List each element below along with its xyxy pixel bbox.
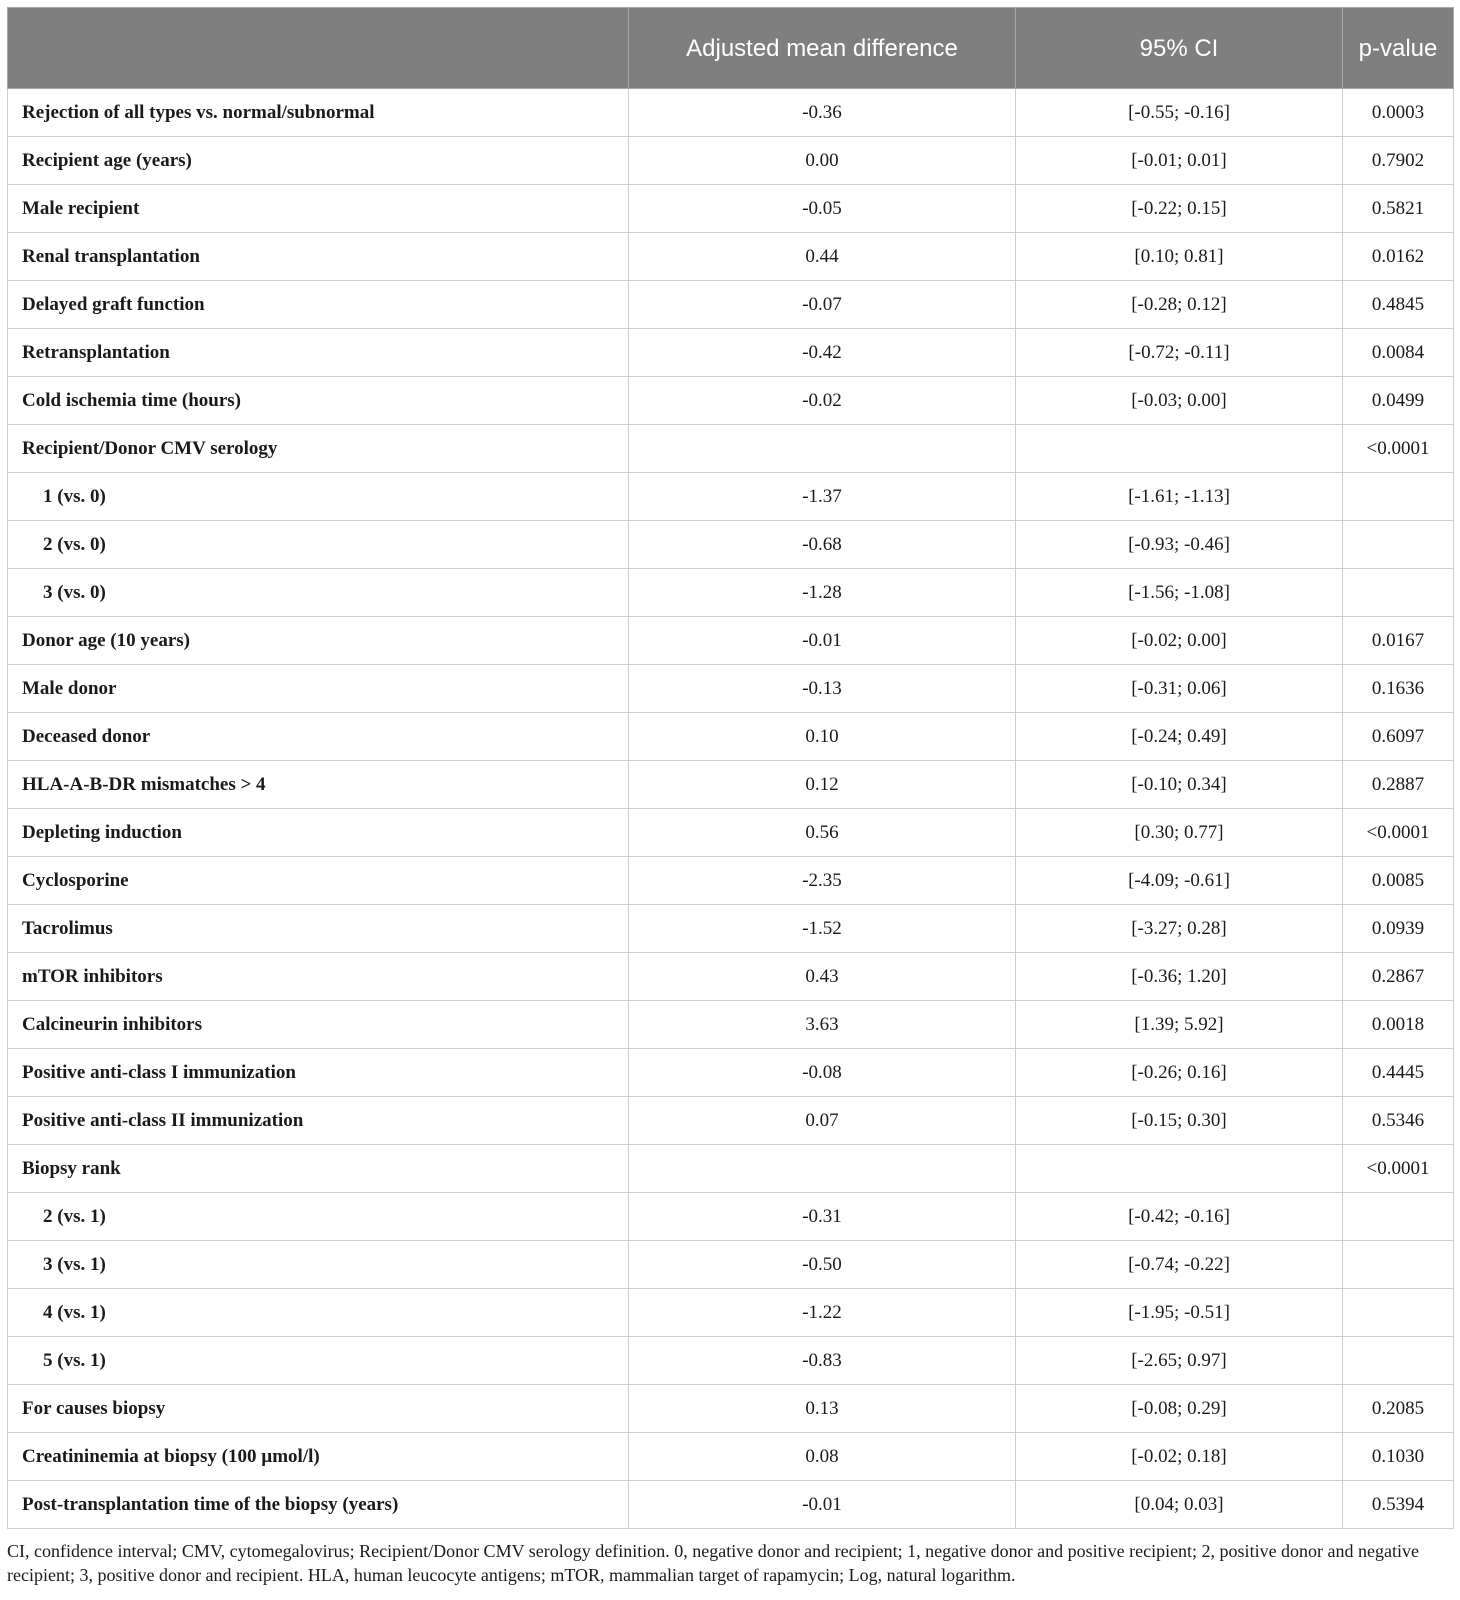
adjusted-mean-difference-cell: -1.52 bbox=[629, 905, 1016, 953]
p-value-cell: 0.5394 bbox=[1343, 1481, 1454, 1529]
row-label: Renal transplantation bbox=[8, 233, 629, 281]
table-row bbox=[8, 1385, 1454, 1433]
row-label: mTOR inhibitors bbox=[8, 953, 629, 1001]
adjusted-mean-difference-cell: 0.44 bbox=[629, 233, 1016, 281]
adjusted-mean-difference-cell: -1.22 bbox=[629, 1289, 1016, 1337]
adjusted-mean-difference-cell: -0.01 bbox=[629, 617, 1016, 665]
table-row bbox=[8, 89, 1454, 137]
adjusted-mean-difference-cell: 0.08 bbox=[629, 1433, 1016, 1481]
row-label: 4 (vs. 1) bbox=[8, 1289, 629, 1337]
header-adjusted-mean-difference: Adjusted mean difference bbox=[629, 8, 1016, 89]
ci-cell: [-1.56; -1.08] bbox=[1016, 569, 1343, 617]
adjusted-mean-difference-cell: 0.12 bbox=[629, 761, 1016, 809]
ci-cell: [-0.31; 0.06] bbox=[1016, 665, 1343, 713]
p-value-cell: 0.0084 bbox=[1343, 329, 1454, 377]
ci-cell: [-1.95; -0.51] bbox=[1016, 1289, 1343, 1337]
adjusted-mean-difference-cell: -0.42 bbox=[629, 329, 1016, 377]
table-row bbox=[8, 857, 1454, 905]
header-variable bbox=[8, 8, 629, 89]
p-value-cell bbox=[1343, 569, 1454, 617]
p-value-cell: 0.7902 bbox=[1343, 137, 1454, 185]
ci-cell: [-4.09; -0.61] bbox=[1016, 857, 1343, 905]
p-value-cell: <0.0001 bbox=[1343, 1145, 1454, 1193]
ci-cell: [-0.22; 0.15] bbox=[1016, 185, 1343, 233]
results-table bbox=[7, 7, 1454, 1529]
table-row bbox=[8, 521, 1454, 569]
adjusted-mean-difference-cell: 0.10 bbox=[629, 713, 1016, 761]
row-label: Positive anti-class II immunization bbox=[8, 1097, 629, 1145]
p-value-cell: 0.2867 bbox=[1343, 953, 1454, 1001]
ci-cell: [-0.15; 0.30] bbox=[1016, 1097, 1343, 1145]
p-value-cell: 0.0018 bbox=[1343, 1001, 1454, 1049]
row-label: For causes biopsy bbox=[8, 1385, 629, 1433]
adjusted-mean-difference-cell: -0.68 bbox=[629, 521, 1016, 569]
p-value-cell bbox=[1343, 1289, 1454, 1337]
ci-cell bbox=[1016, 425, 1343, 473]
table-row bbox=[8, 1193, 1454, 1241]
p-value-cell: 0.2887 bbox=[1343, 761, 1454, 809]
p-value-cell: 0.0085 bbox=[1343, 857, 1454, 905]
ci-cell: [-0.02; 0.18] bbox=[1016, 1433, 1343, 1481]
table-row bbox=[8, 137, 1454, 185]
results-table-container bbox=[7, 7, 1453, 1587]
p-value-cell: 0.1030 bbox=[1343, 1433, 1454, 1481]
p-value-cell: 0.0499 bbox=[1343, 377, 1454, 425]
p-value-cell bbox=[1343, 1241, 1454, 1289]
table-row bbox=[8, 713, 1454, 761]
row-label: Donor age (10 years) bbox=[8, 617, 629, 665]
row-label: Retransplantation bbox=[8, 329, 629, 377]
row-label: 2 (vs. 1) bbox=[8, 1193, 629, 1241]
p-value-cell: 0.0939 bbox=[1343, 905, 1454, 953]
ci-cell: [-0.01; 0.01] bbox=[1016, 137, 1343, 185]
p-value-cell: <0.0001 bbox=[1343, 425, 1454, 473]
adjusted-mean-difference-cell bbox=[629, 1145, 1016, 1193]
table-row bbox=[8, 1145, 1454, 1193]
table-row bbox=[8, 1481, 1454, 1529]
adjusted-mean-difference-cell: 0.00 bbox=[629, 137, 1016, 185]
ci-cell: [-0.36; 1.20] bbox=[1016, 953, 1343, 1001]
table-row bbox=[8, 569, 1454, 617]
ci-cell: [-0.28; 0.12] bbox=[1016, 281, 1343, 329]
p-value-cell: 0.5346 bbox=[1343, 1097, 1454, 1145]
p-value-cell: 0.1636 bbox=[1343, 665, 1454, 713]
row-label: Male recipient bbox=[8, 185, 629, 233]
row-label: 3 (vs. 0) bbox=[8, 569, 629, 617]
row-label: Male donor bbox=[8, 665, 629, 713]
adjusted-mean-difference-cell: 0.13 bbox=[629, 1385, 1016, 1433]
row-label: Creatininemia at biopsy (100 µmol/l) bbox=[8, 1433, 629, 1481]
table-footnote: CI, confidence interval; CMV, cytomegalovirus; Recipient/Donor CMV serology definition. 0, negative donor and recipient; 1, negative donor and positive recipient; 2, positive donor and negative recipient; 3, positive donor and recipient. HLA, human leucocyte antigens; mTOR, mammalian target of rapamycin; Log, natural logarithm. bbox=[7, 1541, 1420, 1585]
row-label: Tacrolimus bbox=[8, 905, 629, 953]
row-label: 3 (vs. 1) bbox=[8, 1241, 629, 1289]
adjusted-mean-difference-cell: -2.35 bbox=[629, 857, 1016, 905]
row-label: Delayed graft function bbox=[8, 281, 629, 329]
ci-cell: [-0.10; 0.34] bbox=[1016, 761, 1343, 809]
row-label: Depleting induction bbox=[8, 809, 629, 857]
p-value-cell: 0.0003 bbox=[1343, 89, 1454, 137]
table-row bbox=[8, 953, 1454, 1001]
table-row bbox=[8, 425, 1454, 473]
row-label: Cold ischemia time (hours) bbox=[8, 377, 629, 425]
table-row bbox=[8, 1433, 1454, 1481]
row-label: Rejection of all types vs. normal/subnormal bbox=[8, 89, 629, 137]
adjusted-mean-difference-cell: -0.50 bbox=[629, 1241, 1016, 1289]
adjusted-mean-difference-cell: -0.08 bbox=[629, 1049, 1016, 1097]
p-value-cell: 0.4445 bbox=[1343, 1049, 1454, 1097]
adjusted-mean-difference-cell: -0.01 bbox=[629, 1481, 1016, 1529]
ci-cell: [-2.65; 0.97] bbox=[1016, 1337, 1343, 1385]
table-row bbox=[8, 473, 1454, 521]
p-value-cell: 0.0162 bbox=[1343, 233, 1454, 281]
ci-cell: [0.04; 0.03] bbox=[1016, 1481, 1343, 1529]
table-row bbox=[8, 1049, 1454, 1097]
p-value-cell: 0.5821 bbox=[1343, 185, 1454, 233]
table-row bbox=[8, 809, 1454, 857]
p-value-cell bbox=[1343, 521, 1454, 569]
table-row bbox=[8, 1001, 1454, 1049]
table-row bbox=[8, 905, 1454, 953]
row-label: Biopsy rank bbox=[8, 1145, 629, 1193]
adjusted-mean-difference-cell: 0.07 bbox=[629, 1097, 1016, 1145]
ci-cell: [-0.26; 0.16] bbox=[1016, 1049, 1343, 1097]
p-value-cell: 0.0167 bbox=[1343, 617, 1454, 665]
table-row bbox=[8, 617, 1454, 665]
adjusted-mean-difference-cell: -0.05 bbox=[629, 185, 1016, 233]
row-label: 1 (vs. 0) bbox=[8, 473, 629, 521]
table-row bbox=[8, 377, 1454, 425]
p-value-cell bbox=[1343, 473, 1454, 521]
adjusted-mean-difference-cell: -0.36 bbox=[629, 89, 1016, 137]
adjusted-mean-difference-cell: -0.02 bbox=[629, 377, 1016, 425]
header-p-value: p-value bbox=[1343, 8, 1454, 89]
adjusted-mean-difference-cell: -1.37 bbox=[629, 473, 1016, 521]
row-label: 2 (vs. 0) bbox=[8, 521, 629, 569]
row-label: Recipient age (years) bbox=[8, 137, 629, 185]
p-value-cell bbox=[1343, 1193, 1454, 1241]
row-label: HLA-A-B-DR mismatches > 4 bbox=[8, 761, 629, 809]
p-value-cell: <0.0001 bbox=[1343, 809, 1454, 857]
table-row bbox=[8, 185, 1454, 233]
adjusted-mean-difference-cell: 0.56 bbox=[629, 809, 1016, 857]
ci-cell: [-1.61; -1.13] bbox=[1016, 473, 1343, 521]
row-label: Post-transplantation time of the biopsy (years) bbox=[8, 1481, 629, 1529]
row-label: Cyclosporine bbox=[8, 857, 629, 905]
adjusted-mean-difference-cell: -0.07 bbox=[629, 281, 1016, 329]
ci-cell: [-0.72; -0.11] bbox=[1016, 329, 1343, 377]
row-label: 5 (vs. 1) bbox=[8, 1337, 629, 1385]
ci-cell: [-0.02; 0.00] bbox=[1016, 617, 1343, 665]
ci-cell: [0.30; 0.77] bbox=[1016, 809, 1343, 857]
header-95-ci: 95% CI bbox=[1016, 8, 1343, 89]
table-row bbox=[8, 1097, 1454, 1145]
table-row bbox=[8, 665, 1454, 713]
row-label: Deceased donor bbox=[8, 713, 629, 761]
header-row bbox=[8, 8, 1454, 89]
ci-cell: [-0.74; -0.22] bbox=[1016, 1241, 1343, 1289]
ci-cell: [-0.03; 0.00] bbox=[1016, 377, 1343, 425]
table-row bbox=[8, 1337, 1454, 1385]
adjusted-mean-difference-cell: -0.83 bbox=[629, 1337, 1016, 1385]
adjusted-mean-difference-cell bbox=[629, 425, 1016, 473]
ci-cell bbox=[1016, 1145, 1343, 1193]
ci-cell: [-0.24; 0.49] bbox=[1016, 713, 1343, 761]
table-row bbox=[8, 233, 1454, 281]
adjusted-mean-difference-cell: -1.28 bbox=[629, 569, 1016, 617]
adjusted-mean-difference-cell: 3.63 bbox=[629, 1001, 1016, 1049]
row-label: Recipient/Donor CMV serology bbox=[8, 425, 629, 473]
table-body bbox=[8, 89, 1454, 1529]
table-row bbox=[8, 761, 1454, 809]
table-row bbox=[8, 281, 1454, 329]
table-row bbox=[8, 1289, 1454, 1337]
p-value-cell: 0.2085 bbox=[1343, 1385, 1454, 1433]
row-label: Calcineurin inhibitors bbox=[8, 1001, 629, 1049]
p-value-cell bbox=[1343, 1337, 1454, 1385]
p-value-cell: 0.4845 bbox=[1343, 281, 1454, 329]
adjusted-mean-difference-cell: -0.13 bbox=[629, 665, 1016, 713]
ci-cell: [-0.93; -0.46] bbox=[1016, 521, 1343, 569]
ci-cell: [-0.55; -0.16] bbox=[1016, 89, 1343, 137]
table-row bbox=[8, 329, 1454, 377]
adjusted-mean-difference-cell: 0.43 bbox=[629, 953, 1016, 1001]
adjusted-mean-difference-cell: -0.31 bbox=[629, 1193, 1016, 1241]
p-value-cell: 0.6097 bbox=[1343, 713, 1454, 761]
ci-cell: [-0.42; -0.16] bbox=[1016, 1193, 1343, 1241]
ci-cell: [0.10; 0.81] bbox=[1016, 233, 1343, 281]
ci-cell: [-0.08; 0.29] bbox=[1016, 1385, 1343, 1433]
ci-cell: [1.39; 5.92] bbox=[1016, 1001, 1343, 1049]
row-label: Positive anti-class I immunization bbox=[8, 1049, 629, 1097]
table-row bbox=[8, 1241, 1454, 1289]
ci-cell: [-3.27; 0.28] bbox=[1016, 905, 1343, 953]
